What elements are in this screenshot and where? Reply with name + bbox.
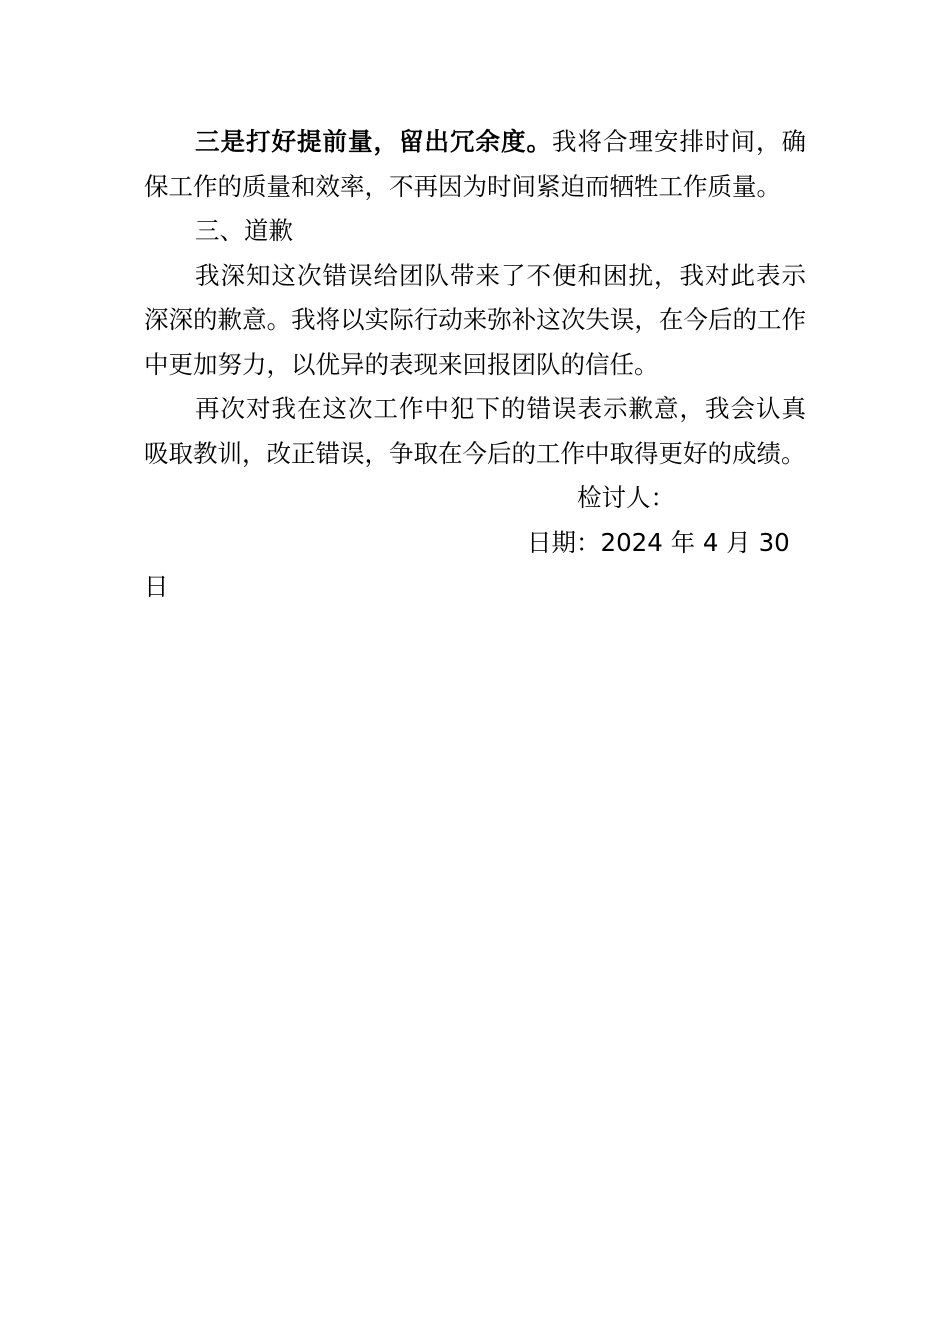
signature-label: 检讨人：	[577, 483, 675, 512]
bold-lead-sentence: 三是打好提前量，留出冗余度。	[195, 127, 552, 156]
paragraph-text: 我将合理安排时间，确保工作的质量和效率，不再因为时间紧迫而牺牲工作质量。	[144, 127, 806, 201]
date-line: 日期：2024 年 4 月 30 日	[144, 527, 790, 601]
document-body	[144, 120, 806, 610]
section-heading-apology: 三、道歉	[195, 216, 293, 245]
paragraph-closing: 再次对我在这次工作中犯下的错误表示歉意，我会认真吸取教训，改正错误，争取在今后的工作中取得更好的成绩。	[144, 394, 806, 468]
paragraph-time-buffer	[144, 120, 806, 209]
paragraph-apology: 我深知这次错误给团队带来了不便和困扰，我对此表示深深的歉意。我将以实际行动来弥补这次失误，在今后的工作中更加努力，以优异的表现来回报团队的信任。	[144, 260, 806, 379]
